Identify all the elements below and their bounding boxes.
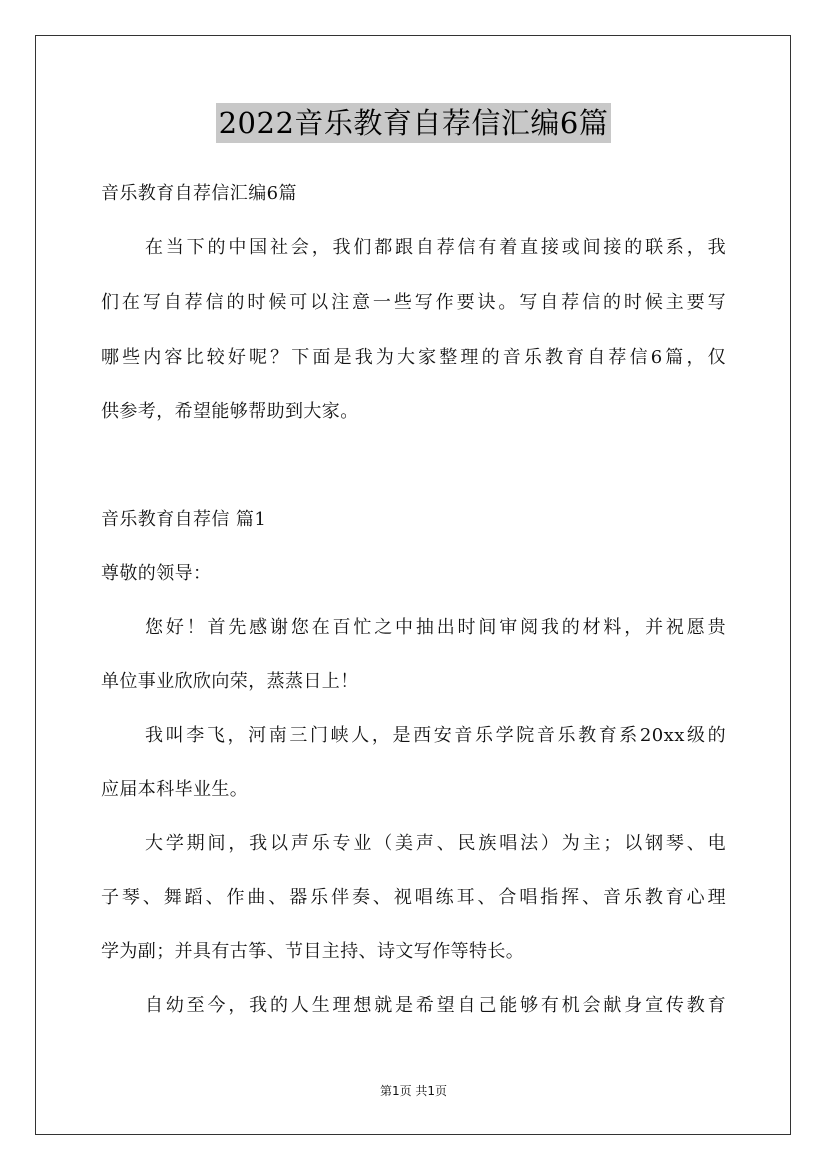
paragraph-line: 在当下的中国社会，我们都跟自荐信有着直接或间接的联系，我 <box>145 237 726 258</box>
paragraph-line: 我叫李飞，河南三门峡人，是西安音乐学院音乐教育系20xx级的 <box>145 725 726 746</box>
paragraph-line: 自幼至今，我的人生理想就是希望自己能够有机会献身宣传教育 <box>145 995 726 1016</box>
section-heading: 音乐教育自荐信 篇1 <box>101 509 267 530</box>
paragraph-line: 供参考，希望能够帮助到大家。 <box>101 401 359 422</box>
subtitle-line: 音乐教育自荐信汇编6篇 <box>101 183 297 204</box>
paragraph-line: 单位事业欣欣向荣，蒸蒸日上！ <box>101 671 359 692</box>
paragraph-line: 哪些内容比较好呢？下面是我为大家整理的音乐教育自荐信6篇，仅 <box>101 347 726 368</box>
title-container <box>0 103 827 143</box>
paragraph-line: 子琴、舞蹈、作曲、器乐伴奏、视唱练耳、合唱指挥、音乐教育心理 <box>101 887 726 908</box>
document-title: 2022音乐教育自荐信汇编6篇 <box>216 103 612 143</box>
salutation: 尊敬的领导： <box>101 563 212 584</box>
paragraph-line: 们在写自荐信的时候可以注意一些写作要诀。写自荐信的时候主要写 <box>101 292 726 313</box>
paragraph-line: 大学期间，我以声乐专业（美声、民族唱法）为主；以钢琴、电 <box>145 833 726 854</box>
paragraph-line: 学为副；并具有古筝、节目主持、诗文写作等特长。 <box>101 941 525 962</box>
page-footer: 第1页 共1页 <box>379 1084 448 1098</box>
paragraph-line: 您好！首先感谢您在百忙之中抽出时间审阅我的材料，并祝愿贵 <box>145 617 726 638</box>
paragraph-line: 应届本科毕业生。 <box>101 779 249 800</box>
